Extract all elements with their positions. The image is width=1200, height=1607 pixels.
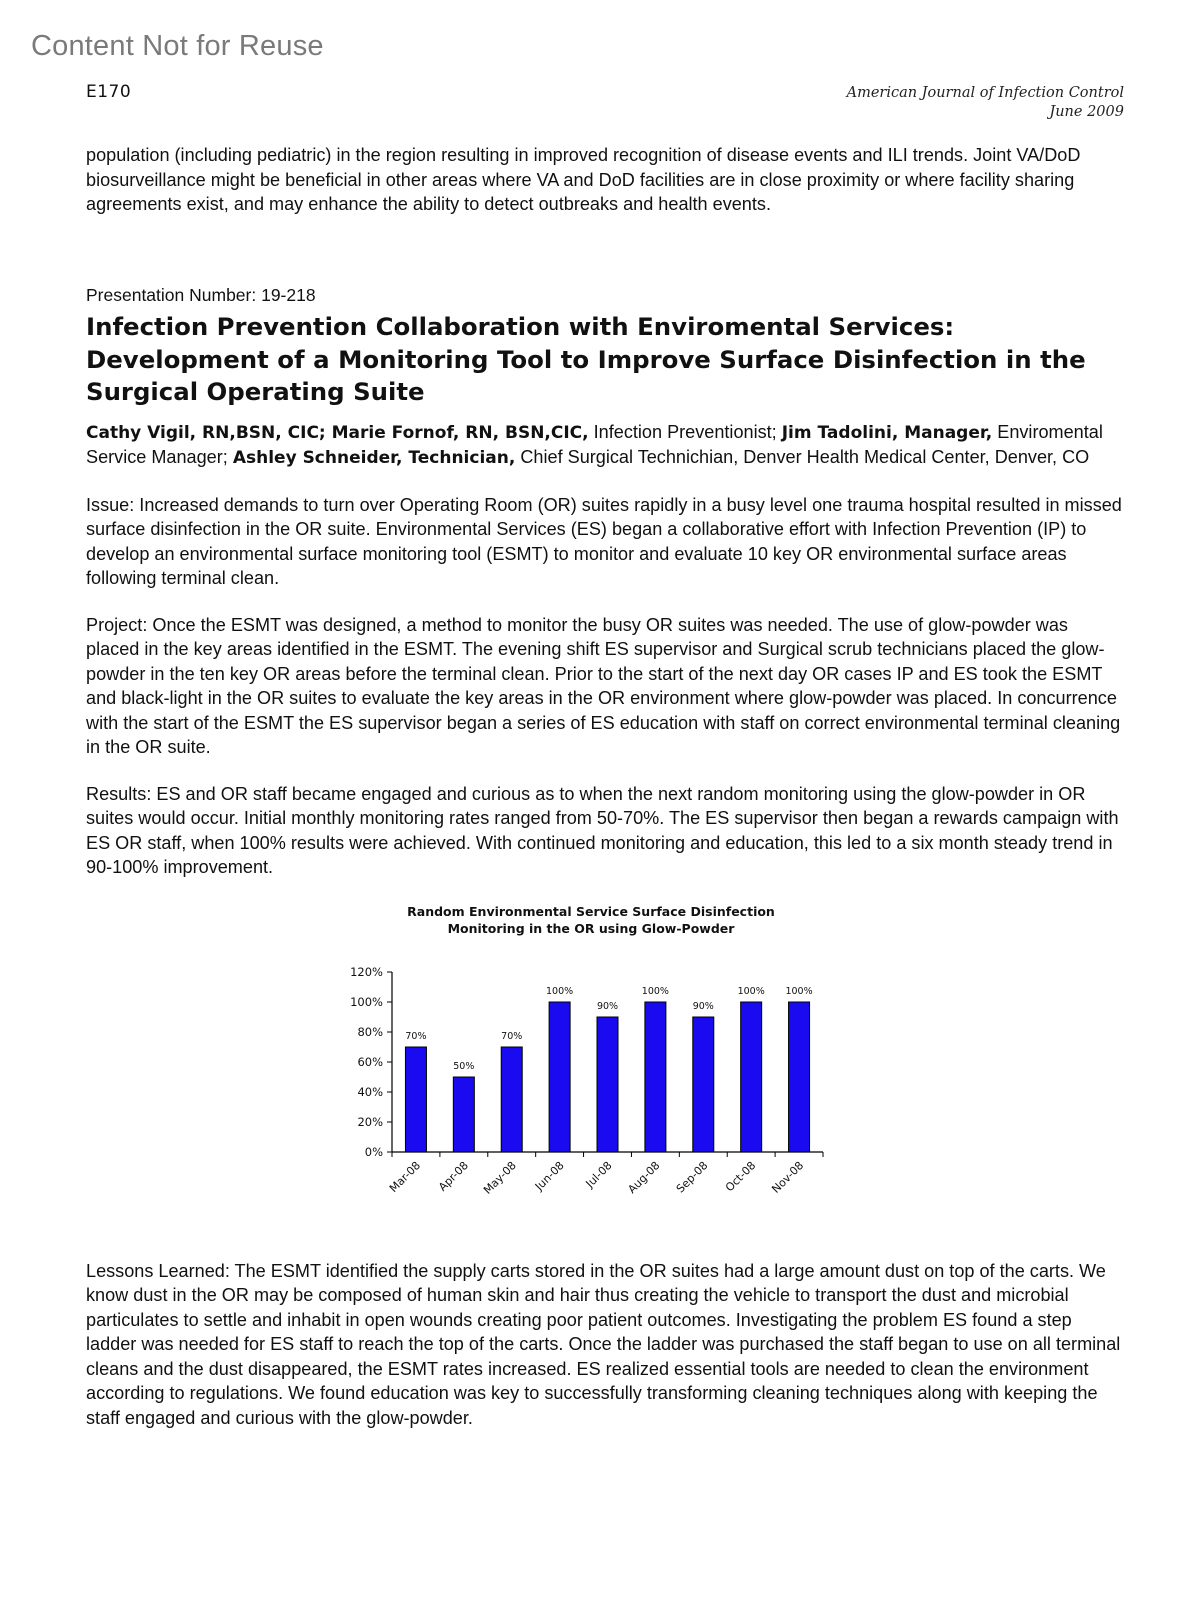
bar xyxy=(645,1002,666,1152)
x-tick-label: Jul-08 xyxy=(583,1158,615,1190)
x-tick-label: Aug-08 xyxy=(625,1158,663,1196)
y-tick-label: 100% xyxy=(350,994,383,1009)
journal-header xyxy=(847,84,1124,122)
bar xyxy=(405,1047,426,1152)
bar xyxy=(549,1002,570,1152)
bar xyxy=(501,1047,522,1152)
y-tick-label: 20% xyxy=(357,1114,383,1129)
x-tick-label: Oct-08 xyxy=(722,1158,759,1194)
bar xyxy=(693,1017,714,1152)
y-tick-label: 0% xyxy=(364,1144,383,1159)
issue-paragraph: Issue: Increased demands to turn over Operating Room (OR) suites rapidly in a busy level one trauma hospital resulted in missed surface disinfection in the OR suite. Environmental Services (ES) began a collaborative effort with Infection Prevention (IP) to develop an environmental surface monitoring tool (ESMT) to monitor and evaluate 10 key OR environmental surface areas following terminal clean. xyxy=(86,494,1122,588)
bar xyxy=(789,1002,810,1152)
data-label: 100% xyxy=(785,985,813,997)
x-tick-label: Nov-08 xyxy=(769,1158,807,1196)
data-label: 90% xyxy=(692,1000,714,1012)
author-role-1: Infection Preventionist; xyxy=(588,421,782,442)
article-title: Infection Prevention Collaboration with Enviromental Services: Development of a Monitoring Tool to Improve Surface Disinfection in the Surgical Operating Suite xyxy=(86,312,1086,406)
bar xyxy=(741,1002,762,1152)
y-tick-label: 60% xyxy=(357,1054,383,1069)
watermark: Content Not for Reuse xyxy=(31,30,324,62)
y-tick-label: 40% xyxy=(357,1084,383,1099)
presentation-number: Presentation Number: 19-218 xyxy=(86,284,316,305)
data-label: 70% xyxy=(501,1030,523,1042)
x-tick-label: Sep-08 xyxy=(673,1158,711,1195)
chart-title-line: Monitoring in the OR using Glow-Powder xyxy=(447,920,735,936)
author-names-3: Ashley Schneider, Technician, xyxy=(232,448,516,468)
author-names-1: Cathy Vigil, RN,BSN, CIC; Marie Fornof, RN, BSN,CIC, xyxy=(86,422,589,443)
data-label: 100% xyxy=(641,985,669,997)
x-tick-label: May-08 xyxy=(481,1158,519,1197)
article-body xyxy=(86,143,1126,1430)
y-tick-label: 80% xyxy=(357,1024,383,1039)
data-label: 100% xyxy=(737,985,765,997)
intro-paragraph: population (including pediatric) in the region resulting in improved recognition of disease events and ILI trends. Joint VA/DoD biosurveillance might be beneficial in other areas where VA and DoD facilities are in close proximity or where facility sharing agreements exist, and may enhance the ability to detect outbreaks and health events. xyxy=(86,145,1081,214)
results-paragraph: Results: ES and OR staff became engaged and curious as to when the next random monitoring using the glow-powder in OR suites would occur. Initial monthly monitoring rates ranged from 50-70%. The ES supervisor then began a rewards campaign with ES OR staff, when 100% results were achieved. With continued monitoring and education, this led to a six month steady trend in 90-100% improvement. xyxy=(86,783,1119,877)
lessons-learned-paragraph: Lessons Learned: The ESMT identified the supply carts stored in the OR suites had a large amount dust on top of the carts. We know dust in the OR may be composed of human skin and hair thus creating the vehicle to transport the dust and microbial particulates to settle and inhabit in open wounds creating poor patient outcomes. Investigating the problem ES found a step ladder was needed for ES staff to reach the top of the carts. Once the ladder was purchased the staff began to use on all terminal cleans and the dust disappeared, the ESMT rates increased. ES realized essential tools are needed to clean the environment according to regulations. We found education was key to successfully transforming cleaning techniques along with keeping the staff engaged and curious with the glow-powder. xyxy=(86,1260,1121,1428)
x-tick-label: Mar-08 xyxy=(386,1158,424,1195)
bar xyxy=(453,1077,474,1152)
project-paragraph: Project: Once the ESMT was designed, a method to monitor the busy OR suites was needed. The use of glow-powder was placed in the key areas identified in the ESMT. The evening shift ES supervisor and Surgical scrub technicians placed the glow-powder in the ten key OR areas before the terminal clean. Prior to the start of the next day OR cases IP and ES took the ESMT and black-light in the OR suites to evaluate the key areas in the OR environment where glow-powder was placed. In concurrence with the start of the ESMT the ES supervisor began a series of ES education with staff on correct environmental terminal cleaning in the OR suite. xyxy=(86,614,1121,757)
x-tick-label: Jun-08 xyxy=(532,1158,567,1193)
data-label: 100% xyxy=(546,985,574,997)
journal-date: June 2009 xyxy=(1049,104,1124,120)
data-label: 50% xyxy=(453,1060,475,1072)
page-number: E170 xyxy=(86,82,132,102)
author-role-2: Enviromental Service Manager; xyxy=(86,421,1103,467)
data-label: 70% xyxy=(405,1030,427,1042)
x-tick-label: Apr-08 xyxy=(436,1158,471,1194)
data-label: 90% xyxy=(596,1000,619,1012)
author-names-2: Jim Tadolini, Manager, xyxy=(781,422,993,443)
author-role-3: Chief Surgical Technichian, Denver Health Medical Center, Denver, CO xyxy=(515,447,1090,467)
author-list xyxy=(86,420,1126,471)
chart-svg xyxy=(86,896,1126,1251)
chart-title-line: Random Environmental Service Surface Disinfection xyxy=(407,903,775,919)
bar-chart xyxy=(86,896,1126,1251)
journal-name: American Journal of Infection Control xyxy=(846,85,1124,101)
bar xyxy=(597,1017,618,1152)
y-tick-label: 120% xyxy=(350,964,383,979)
